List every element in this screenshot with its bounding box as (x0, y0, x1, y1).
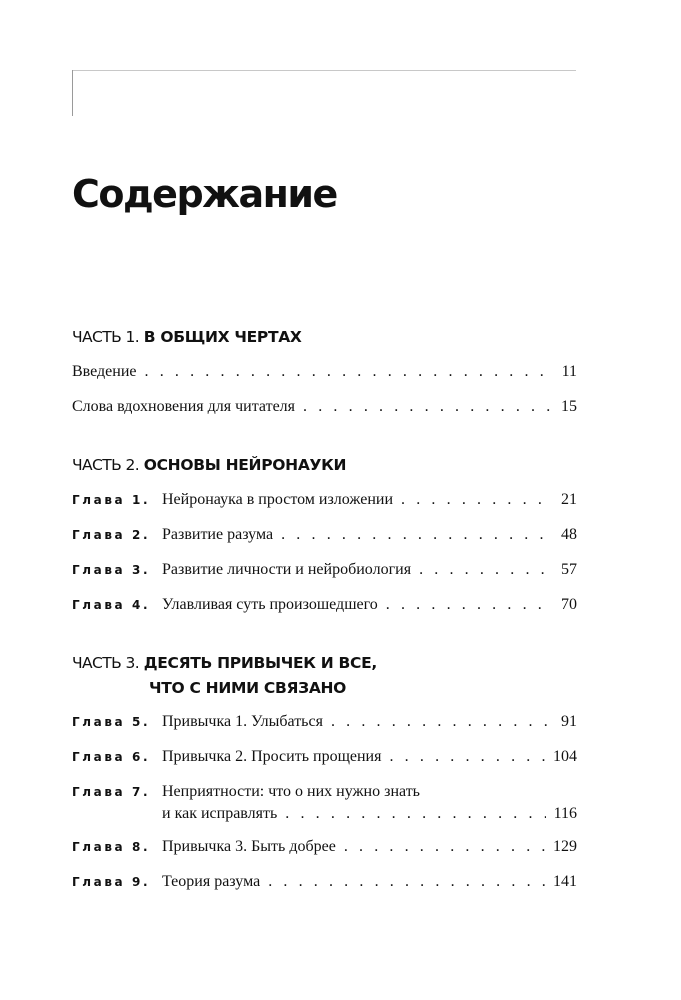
entry-title-continued: и как исправлять (162, 805, 278, 822)
page-number: 70 (561, 596, 577, 613)
toc-entry[interactable] (72, 361, 577, 383)
chapter-label: Глава 9. (72, 875, 151, 889)
entry-title: Улавливая суть произошедшего (162, 596, 378, 613)
entry-title: Нейронаука в простом изложении (162, 491, 394, 508)
part-label: ЧАСТЬ 3. (72, 654, 140, 672)
page-number: 116 (553, 805, 577, 822)
corner-rule-vertical (72, 70, 73, 116)
entry-title: Слова вдохновения для читателя (72, 398, 296, 415)
chapter-label: Глава 8. (72, 840, 151, 854)
part-label: ЧАСТЬ 2. (72, 456, 140, 474)
entry-title: Развитие личности и нейробиология (162, 561, 412, 578)
part-title: ОСНОВЫ НЕЙРОНАУКИ (143, 456, 347, 474)
page-number: 104 (553, 748, 577, 765)
page-number: 91 (561, 713, 577, 730)
entry-title: Теория разума (162, 873, 261, 890)
part-heading (72, 326, 302, 348)
page-number: 11 (561, 363, 577, 380)
corner-rule-horizontal (72, 70, 576, 71)
dot-leader (419, 559, 553, 581)
dot-leader (386, 594, 553, 616)
entry-title: Привычка 3. Быть добрее (162, 838, 336, 855)
dot-leader (303, 396, 553, 418)
chapter-label: Глава 7. (72, 785, 151, 799)
dot-leader (281, 524, 553, 546)
chapter-label: Глава 2. (72, 528, 151, 542)
dot-leader (145, 361, 554, 383)
page-number: 21 (561, 491, 577, 508)
toc-entry[interactable] (72, 396, 577, 418)
dot-leader (344, 836, 545, 858)
dot-leader (285, 803, 545, 825)
page-number: 48 (561, 526, 577, 543)
chapter-label: Глава 1. (72, 493, 151, 507)
part-heading (72, 652, 377, 674)
entry-title: Развитие разума (162, 526, 274, 543)
entry-title: Неприятности: что о них нужно знать (162, 783, 420, 800)
page-number: 141 (553, 873, 577, 890)
chapter-label: Глава 5. (72, 715, 151, 729)
toc-entry[interactable] (72, 489, 577, 511)
page-title: Содержание (72, 172, 337, 216)
entry-title: Привычка 2. Просить прощения (162, 748, 382, 765)
part-heading (72, 454, 346, 476)
toc-entry[interactable] (72, 711, 577, 733)
page-number: 15 (561, 398, 577, 415)
toc-entry[interactable] (72, 746, 577, 768)
part-title-continued: ЧТО С НИМИ СВЯЗАНО (149, 679, 347, 697)
toc-entry[interactable] (72, 871, 577, 893)
chapter-label: Глава 6. (72, 750, 151, 764)
toc-entry[interactable] (72, 559, 577, 581)
dot-leader (389, 746, 545, 768)
toc-entry[interactable] (72, 781, 577, 825)
toc-entry[interactable] (72, 594, 577, 616)
toc-entry[interactable] (72, 524, 577, 546)
entry-title: Введение (72, 363, 137, 380)
dot-leader (401, 489, 553, 511)
part-title: В ОБЩИХ ЧЕРТАХ (143, 328, 302, 346)
chapter-label: Глава 3. (72, 563, 151, 577)
dot-leader (268, 871, 545, 893)
page-number: 57 (561, 561, 577, 578)
part-title: ДЕСЯТЬ ПРИВЫЧЕК И ВСЕ, (143, 654, 377, 672)
entry-title: Привычка 1. Улыбаться (162, 713, 323, 730)
toc-entry[interactable] (72, 836, 577, 858)
dot-leader (331, 711, 553, 733)
part-label: ЧАСТЬ 1. (72, 328, 140, 346)
page-number: 129 (553, 838, 577, 855)
chapter-label: Глава 4. (72, 598, 151, 612)
